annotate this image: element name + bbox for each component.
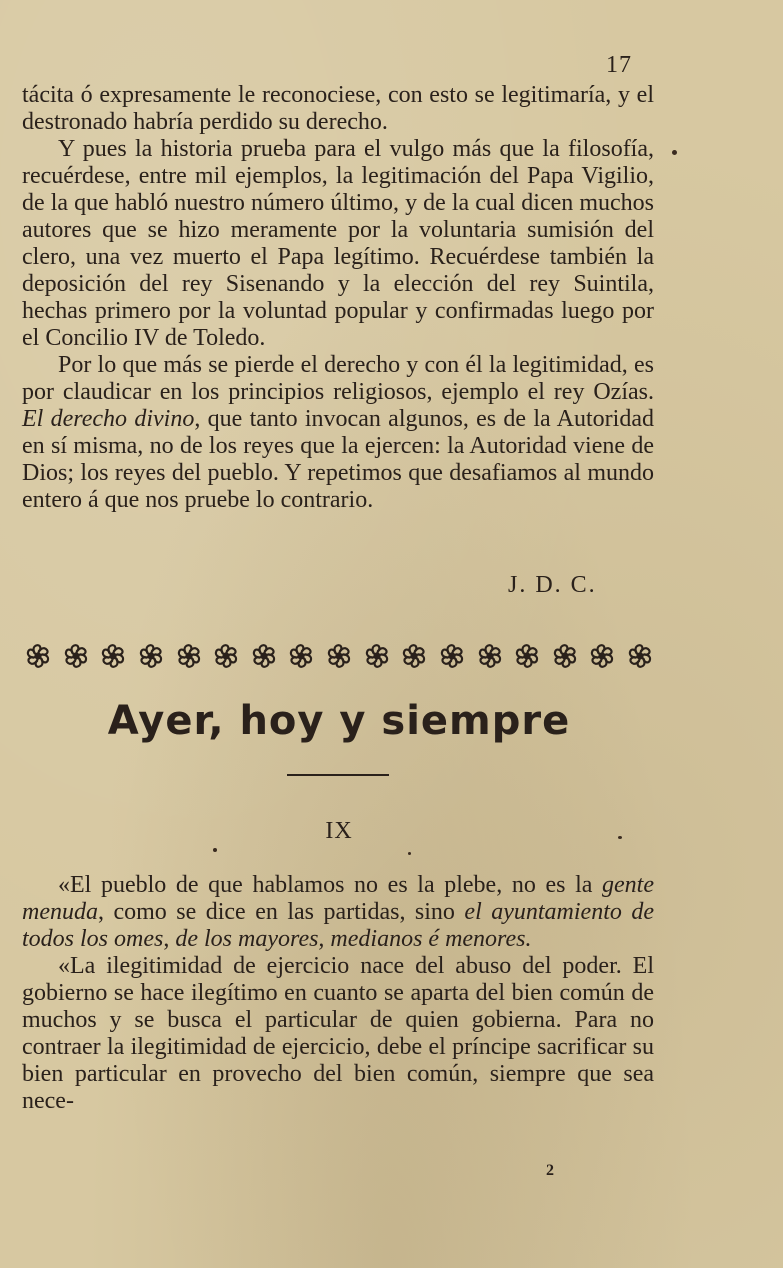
ornament-icon — [549, 640, 581, 672]
quote-paragraph — [22, 872, 654, 953]
ornament-icon — [398, 640, 430, 672]
ink-speck — [213, 848, 217, 852]
section-number: IX — [325, 818, 353, 844]
ornament-icon — [173, 640, 205, 672]
continuation-paragraph: tácita ó expresamente le reconociese, con esto se legitimaría, y el destronado habría perdido su derecho. — [22, 82, 654, 135]
ornament-icon — [248, 640, 280, 672]
quote-start: «El pueblo de que hablamos no es la plebe, no es la — [58, 872, 593, 898]
ayuntamiento-italic: el ayuntamiento de todos los omes — [22, 899, 654, 952]
page-number: 17 — [606, 52, 632, 78]
derecho-divino-italic: El derecho divino — [22, 406, 195, 432]
ink-speck — [408, 852, 411, 855]
ornament-icon — [436, 640, 468, 672]
ornament-icon — [474, 640, 506, 672]
ozias-text-start: Por lo que más se pierde el derecho y con él la legitimidad, es por claudicar en los principios religiosos, ejemplo el rey Ozías. — [22, 352, 654, 405]
author-signature: J. D. C. — [508, 572, 597, 598]
ornament-icon — [323, 640, 355, 672]
ink-speck — [672, 150, 677, 155]
ornament-row — [22, 638, 656, 674]
ornament-icon — [97, 640, 129, 672]
signature-mark: 2 — [546, 1162, 554, 1179]
ornament-icon — [361, 640, 393, 672]
ornament-icon — [624, 640, 656, 672]
ornament-icon — [60, 640, 92, 672]
ink-speck — [618, 836, 622, 839]
ornament-icon — [586, 640, 618, 672]
ornament-icon — [22, 640, 54, 672]
article-title: Ayer, hoy y siempre — [107, 698, 571, 744]
quote-mid: , como se dice en las partidas, sino — [97, 899, 455, 925]
ilegitimidad-paragraph: «La ilegitimidad de ejercicio nace del abuso del poder. El gobierno se hace ilegítimo en cuanto se aparta del bien común de muchos y se busca el particular de quien gobierna. Para no contraer la ilegitimidad de ejercicio, debe el príncipe sacrificar su bien particular en provecho del bien común, siempre que sea nece- — [22, 953, 654, 1114]
new-article-text — [22, 872, 654, 1115]
ornament-icon — [285, 640, 317, 672]
ornament-icon — [210, 640, 242, 672]
mayores-italic: de los mayores, medianos é menores. — [175, 926, 532, 952]
ozias-paragraph — [22, 352, 654, 514]
vigilio-paragraph: Y pues la historia prueba para el vulgo más que la filosofía, recuérdese, entre mil ejemplos, la legitimación del Papa Vigilio, de la que habló nuestro número último, y de la cual dicen muchos autores que se hizo meramente por la voluntaria sumisión del clero, una vez muerto el Papa legítimo. Recuérdese también la deposición del rey Sisenando y la elección del rey Suintila, hechas primero por la voluntad popular y confirmadas luego por el Concilio IV de Toledo. — [22, 136, 654, 351]
article-end-text — [22, 82, 654, 514]
title-rule — [287, 774, 389, 776]
gente-menuda-italic: gente menuda — [22, 872, 655, 925]
ozias-text-end: , que tanto invocan algunos, es de la Autoridad en sí misma, no de los reyes que la ejercen: la Autoridad viene de Dios; los reyes del pueblo. Y repetimos que desafiamos al mundo entero á que nos pruebe lo contrario. — [22, 406, 654, 513]
ornament-icon — [511, 640, 543, 672]
quote-comma: , — [163, 926, 170, 952]
ornament-icon — [135, 640, 167, 672]
